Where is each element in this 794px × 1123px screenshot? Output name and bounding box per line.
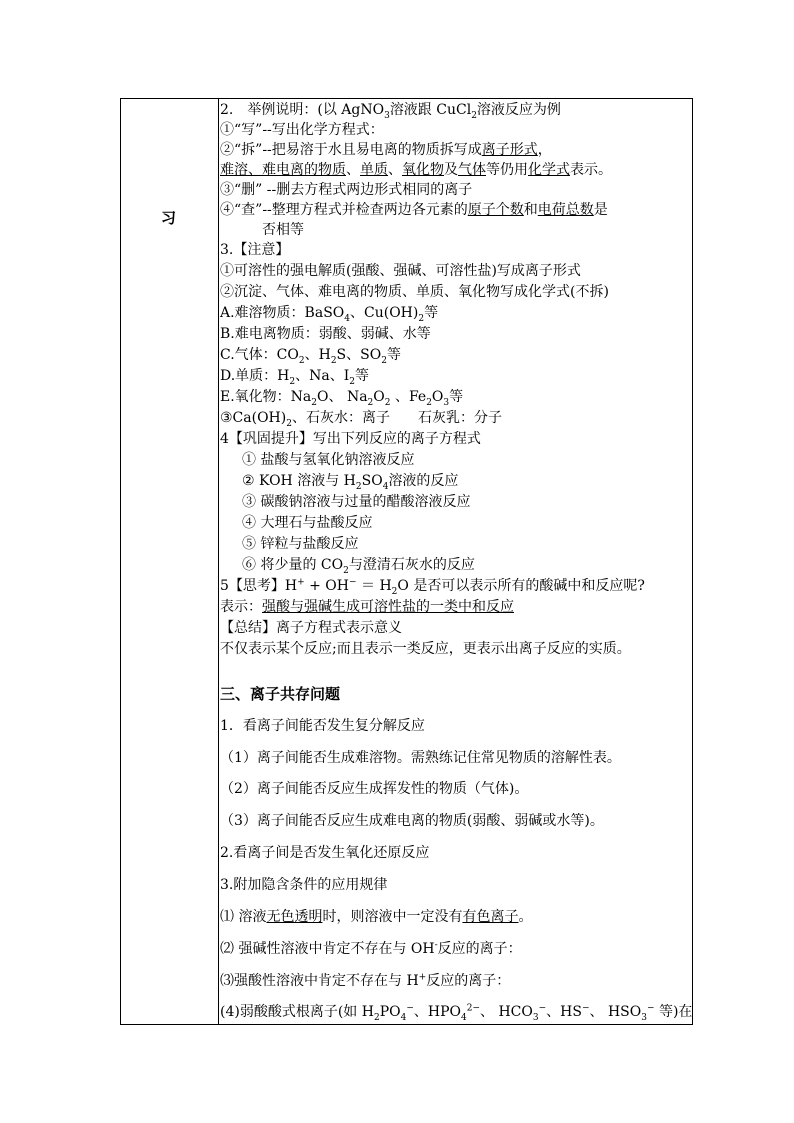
practice-3: ③ 碳酸钠溶液与过量的醋酸溶液反应 <box>242 494 471 510</box>
practice-heading: 4【巩固提升】写出下列反应的离子方程式 <box>220 431 481 447</box>
side-cell <box>121 99 219 1024</box>
coexist-2: 2.看离子间是否发生氧化还原反应 <box>220 845 430 861</box>
rule-4: (4)弱酸酸式根离子(如 $H_2PO_4^-$、$HPO_4^{2-}$、 $HCO_3^-$、HS−、 $HSO_3^-$ 等)在 <box>220 1003 693 1023</box>
note-heading: 3.【注意】 <box>220 242 290 258</box>
coexist-3: 3.附加隐含条件的应用规律 <box>220 877 388 893</box>
rule-1: ⑴ 溶液无色透明时，则溶液中一定没有有色离子。 <box>220 909 533 925</box>
summary-heading: 【总结】离子方程式表示意义 <box>220 620 402 636</box>
note-2: ②沉淀、气体、难电离的物质、单质、氧化物写成化学式(不拆) <box>220 284 609 300</box>
step-split: ②“拆”--把易溶于水且易电离的物质拆写成离子形式， <box>220 142 552 158</box>
coexist-1-1: （1）离子间能否生成难溶物。需熟练记住常见物质的溶解性表。 <box>220 750 621 766</box>
step-check-cont: 否相等 <box>262 222 304 238</box>
side-label: 习 <box>161 209 177 227</box>
coexist-1-3: （3）离子间能否反应生成难电离的物质(弱酸、弱碱或水等)。 <box>220 813 604 829</box>
section-title: 三、离子共存问题 <box>220 685 341 703</box>
step-split-detail: 难溶、难电离的物质、单质、氧化物及气体等仍用化学式表示。 <box>220 162 612 178</box>
step-write: ①“写”--写出化学方程式： <box>220 122 384 138</box>
practice-4: ④ 大理石与盐酸反应 <box>242 515 373 531</box>
note-e: E.氧化物：$Na_2O$、 $Na_2O_2$ 、$Fe_2O_3$等 <box>220 389 464 408</box>
think-line: 5【思考】$H^+ + OH^- = H_2O$ 是否可以表示所有的酸碱中和反应呢? <box>220 577 645 597</box>
note-d: D.单质：$H_2$、Na、$I_2$等 <box>220 368 369 387</box>
practice-6: ⑥ 将少量的 $CO_2$与澄清石灰水的反应 <box>242 557 475 576</box>
note-1: ①可溶性的强电解质(强酸、强碱、可溶性盐)写成离子形式 <box>220 263 581 279</box>
practice-5: ⑤ 锌粒与盐酸反应 <box>242 536 359 552</box>
rule-2: ⑵ 强碱性溶液中肯定不存在与 OH-反应的离子： <box>220 940 522 957</box>
coexist-1-2: （2）离子间能否反应生成挥发性的物质（气体)。 <box>220 781 529 797</box>
note-3: $③Ca(OH)_2$、石灰水：离子 石灰乳：分子 <box>220 410 502 429</box>
practice-2: ② KOH 溶液与 $H_2SO_4$溶液的反应 <box>242 473 459 492</box>
example-line: 2. 举例说明：(以 AgNO$_3$溶液跟 CuCl$_2$溶液反应为例 <box>220 102 561 121</box>
step-check: ④“查”--整理方程式并检查两边各元素的原子个数和电荷总数是 <box>220 202 608 218</box>
note-a: A.难溶物质：BaSO$_4$、$Cu(OH)_2$等 <box>220 305 439 324</box>
content-table <box>120 98 693 1025</box>
rule-3: ⑶强酸性溶液中肯定不存在与 H+反应的离子： <box>220 972 511 989</box>
summary-text: 不仅表示某个反应;而且表示一类反应，更表示出离子反应的实质。 <box>220 641 631 657</box>
coexist-1: 1．看离子间能否发生复分解反应 <box>220 718 425 734</box>
step-delete: ③“删” --删去方程式两边形式相同的离子 <box>220 182 473 198</box>
practice-1: ① 盐酸与氢氧化钠溶液反应 <box>242 452 415 468</box>
note-b: B.难电离物质：弱酸、弱碱、水等 <box>220 326 431 342</box>
think-answer: 表示：强酸与强碱生成可溶性盐的一类中和反应 <box>220 599 514 615</box>
note-c: C.气体：$CO_2$、$H_2S$、$SO_2$等 <box>220 347 401 366</box>
